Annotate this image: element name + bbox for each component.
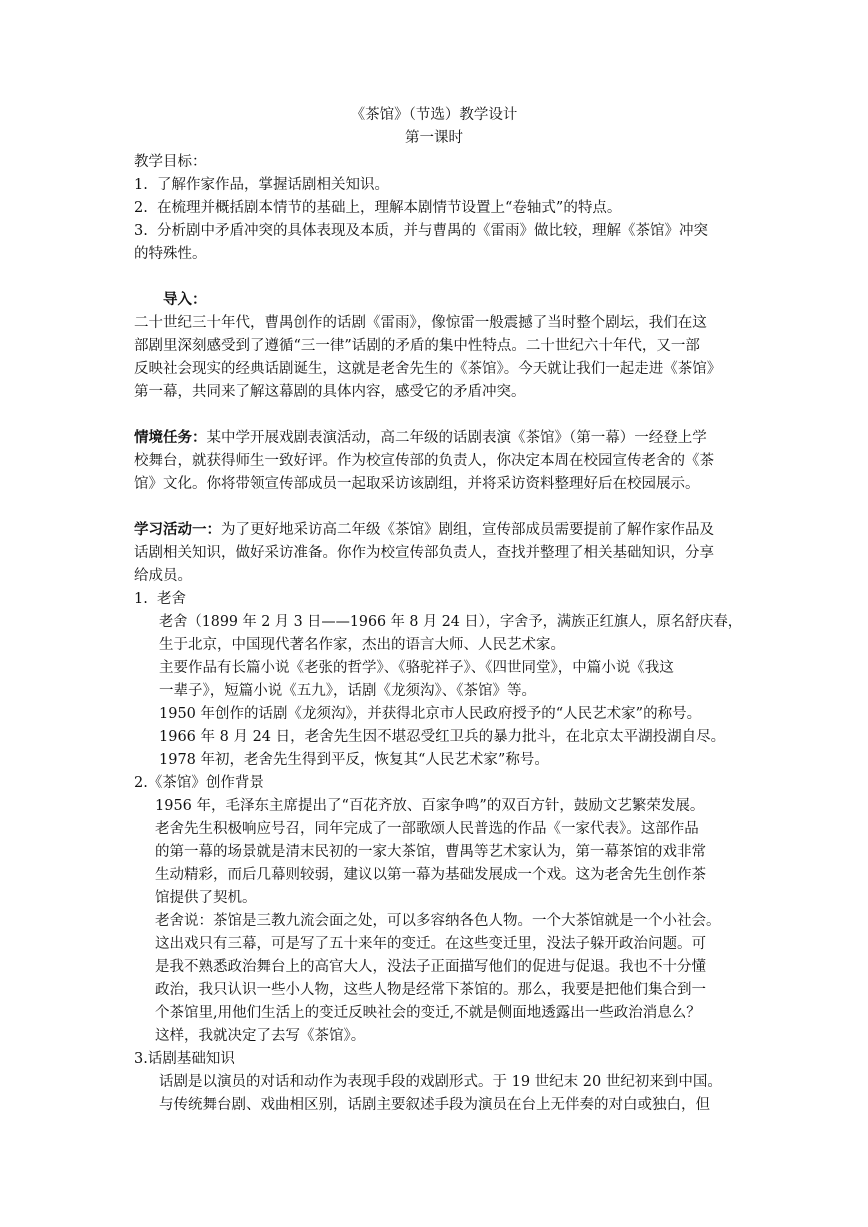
- section-2-line: 老舍先生积极响应号召，同年完成了一部歌颂人民普选的作品《一家代表》。这部作品: [155, 821, 699, 837]
- section-2-line: 这出戏只有三幕，可是写了五十来年的变迁。在这些变迁里，没法子躲开政治问题。可: [155, 936, 706, 952]
- section-2-line: 个茶馆里,用他们生活上的变迁反映社会的变迁,不就是侧面地透露出一些政治消息么？: [155, 1005, 701, 1021]
- task-text: 某中学开展戏剧表演活动，高二年级的话剧表演《茶馆》（第一幕）一经登上学: [206, 430, 707, 446]
- goal-3-number: 3.: [134, 223, 148, 239]
- section-1-line: 一辈子》，短篇小说《五九》，话剧《龙须沟》、《茶馆》等。: [159, 683, 536, 699]
- document-title: 《茶馆》（节选）教学设计: [350, 107, 518, 123]
- activity-text: 为了更好地采访高二年级《茶馆》剧组，宣传部成员需要提前了解作家作品及: [221, 522, 714, 538]
- section-3-line: 与传统舞台剧、戏曲相区别，话剧主要叙述手段为演员在台上无伴奏的对白或独白，但: [159, 1097, 710, 1113]
- goal-1-text: 了解作家作品，掌握话剧相关知识。: [157, 177, 389, 193]
- task-line: 校舞台，就获得师生一致好评。作为校宣传部的负责人，你决定本周在校园宣传老舍的《茶: [134, 453, 714, 469]
- section-1-number: 1.: [134, 591, 148, 607]
- section-3-line: 话剧是以演员的对话和动作为表现手段的戏剧形式。于 19 世纪末 20 世纪初来到中国。: [159, 1074, 722, 1090]
- task-line: 馆》文化。你将带领宣传部成员一起取采访该剧组，并将采访资料整理好后在校园展示。: [134, 476, 700, 492]
- activity-line: 给成员。: [134, 568, 192, 584]
- section-2-line: 的第一幕的场景就是清末民初的一家大茶馆，曹禺等艺术家认为，第一幕茶馆的戏非常: [155, 844, 706, 860]
- task-paragraph-first-line: [134, 427, 707, 449]
- goal-2-text: 在梳理并概括剧本情节的基础上，理解本剧情节设置上“卷轴式”的特点。: [157, 200, 622, 216]
- section-2-line: 这样，我就决定了去写《茶馆》。: [155, 1028, 366, 1044]
- goal-2-number: 2.: [134, 200, 148, 216]
- intro-line: 反映社会现实的经典话剧诞生，这就是老舍先生的《茶馆》。今天就让我们一起走进《茶馆》: [134, 361, 722, 377]
- section-2-line: 1956 年，毛泽东主席提出了“百花齐放、百家争鸣”的双百方针，鼓励文艺繁荣发展。: [155, 798, 705, 814]
- intro-line: 二十世纪三十年代，曹禺创作的话剧《雷雨》，像惊雷一般震撼了当时整个剧坛，我们在这: [134, 315, 707, 331]
- section-2-line: 是我不熟悉政治舞台上的高官大人，没法子正面描写他们的促进与促退。我也不十分懂: [155, 959, 706, 975]
- intro-line: 第一幕，共同来了解这幕剧的具体内容，感受它的矛盾冲突。: [134, 384, 526, 400]
- section-3-heading: 3.话剧基础知识: [134, 1051, 235, 1067]
- section-1-line: 主要作品有长篇小说《老张的哲学》、《骆驼祥子》、《四世同堂》，中篇小说《我这: [159, 660, 674, 676]
- section-2-line: 生动精彩，而后几幕则较弱，建议以第一幕为基础发展成一个戏。这为老舍先生创作茶: [155, 867, 706, 883]
- intro-line: 部剧里深刻感受到了遵循“三一律”话剧的矛盾的集中性特点。二十世纪六十年代，又一部: [134, 338, 700, 354]
- intro-label: 导入：: [163, 292, 207, 308]
- section-1-heading: 老舍: [157, 591, 186, 607]
- section-2-line: 老舍说：茶馆是三教九流会面之处，可以多容纳各色人物。一个大茶馆就是一个小社会。: [155, 913, 721, 929]
- activity-paragraph-first-line: [134, 519, 714, 541]
- goal-3-text: 分析剧中矛盾冲突的具体表现及本质，并与曹禺的《雷雨》做比较，理解《茶馆》冲突: [157, 223, 708, 239]
- section-2-line: 政治，我只认识一些小人物，这些人物是经常下茶馆的。那么，我要是把他们集合到一: [155, 982, 706, 998]
- document-subtitle: 第一课时: [405, 130, 463, 146]
- section-1-line: 1978 年初，老舍先生得到平反，恢复其“人民艺术家”称号。: [159, 752, 549, 768]
- section-1-line: 1966 年 8 月 24 日，老舍先生因不堪忍受红卫兵的暴力批斗，在北京太平湖投湖自尽。: [159, 729, 726, 745]
- activity-line: 话剧相关知识，做好采访准备。你作为校宣传部负责人，查找并整理了相关基础知识，分享: [134, 545, 714, 561]
- goal-3-continuation: 的特殊性。: [134, 246, 207, 262]
- section-1-line: 1950 年创作的话剧《龙须沟》，并获得北京市人民政府授予的“人民艺术家”的称号。: [159, 706, 702, 722]
- goal-1-number: 1.: [134, 177, 148, 193]
- section-2-heading: 2.《茶馆》创作背景: [134, 775, 264, 791]
- task-label: 情境任务：: [134, 430, 207, 446]
- section-1-line: 老舍（1899 年 2 月 3 日——1966 年 8 月 24 日），字舍予，满族正红旗人，原名舒庆春，: [159, 614, 742, 630]
- section-2-line: 馆提供了契机。: [155, 890, 257, 906]
- goals-heading: 教学目标：: [134, 154, 207, 170]
- section-1-line: 生于北京，中国现代著名作家，杰出的语言大师、人民艺术家。: [159, 637, 565, 653]
- activity-label: 学习活动一：: [134, 522, 221, 538]
